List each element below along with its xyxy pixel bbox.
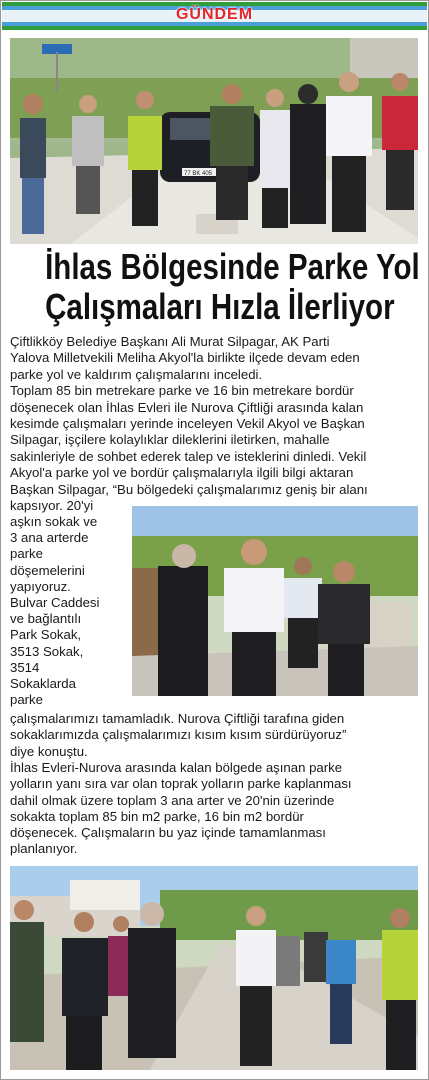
- article-line: ve bağlantılı: [10, 611, 82, 627]
- photo-officials-inspection: [10, 38, 418, 244]
- headline-line-1: İhlas Bölgesinde Parke Yol: [45, 246, 420, 287]
- photo-scene: [10, 38, 418, 244]
- article-line: sokaklarımızda çalışmalarımızı kısım kısım sürdürüyoruz”: [10, 727, 347, 743]
- article-line: çalışmalarımızı tamamladık. Nurova Çiftliği tarafına giden: [10, 711, 345, 726]
- section-label: GÜNDEM: [175, 6, 254, 23]
- plate-text: 77 BK 405: [184, 171, 213, 177]
- article-line: 3 ana arterde: [10, 530, 89, 546]
- article-line: parke yol ve kaldırım çalışmalarını inceledi.: [10, 366, 263, 382]
- article-line: Akyol'a parke yol ve bordür çalışmalarıyla ilgili bilgi aktaran: [10, 465, 354, 481]
- article-line: Park Sokak,: [10, 627, 82, 643]
- article-line: kapsıyor. 20'yi: [10, 498, 94, 513]
- section-banner: [2, 2, 427, 30]
- article-line: Çiftlikköy Belediye Başkanı Ali Murat Silpagar, AK Parti: [10, 334, 330, 349]
- article-line: 3514: [10, 659, 40, 675]
- article-line: Toplam 85 bin metrekare parke ve 16 bin metrekare bordür: [10, 383, 354, 399]
- article-line: döşenecek. Çalışmaların bu yaz içinde tamamlanması: [10, 825, 326, 841]
- article-line: yolların yanı sıra var olan toprak yolların parke kaplanması: [10, 776, 352, 792]
- article-line: sokakta toplam 85 bin m2 parke, 16 bin m2 bordür: [10, 808, 304, 824]
- article-line: kesimde çalışmaları yerinde inceleyen Vekil Akyol ve Başkan: [10, 416, 365, 431]
- article-line: sakinleriyle de sohbet ederek talep ve isteklerini dinledi. Vekil: [10, 448, 367, 464]
- article-line: yapıyoruz.: [10, 578, 71, 594]
- article-line: parke: [10, 546, 43, 562]
- article-line: Sokaklarda: [10, 676, 76, 691]
- article-line: İhlas Evleri-Nurova arasında kalan bölgede aşınan parke: [10, 759, 343, 775]
- article-line: döşenecek olan İhlas Evleri ile Nurova Çiftliği arasında kalan: [10, 399, 364, 415]
- article-line: aşkın sokak ve: [10, 514, 98, 529]
- article-line: döşemelerini: [10, 562, 85, 578]
- article-line: diye konuştu.: [10, 743, 88, 759]
- article-line: Bulvar Caddesi: [10, 595, 100, 610]
- article-line: Başkan Silpagar, “Bu bölgedeki çalışmalarımız geniş bir alanı: [10, 481, 368, 497]
- photo-mp-and-mayor: [132, 506, 418, 696]
- headline-line-2: Çalışmaları Hızla İlerliyor: [45, 286, 395, 327]
- photo-street-works: [10, 866, 418, 1070]
- article-line: planlanıyor.: [10, 841, 78, 857]
- photo-scene-2: [132, 506, 418, 696]
- photo-scene-3: [10, 866, 418, 1070]
- article-line: Silpagar, işçilere kolaylıklar dileklerini iletirken, mahalle: [10, 432, 330, 448]
- article-line: 3513 Sokak,: [10, 643, 84, 659]
- article-line: Yalova Milletvekili Meliha Akyol'la birlikte ilçede devam eden: [10, 350, 360, 366]
- article-line: parke: [10, 692, 43, 708]
- article-line: dahil olmak üzere toplam 3 ana arter ve 20'nin üzerinde: [10, 792, 335, 808]
